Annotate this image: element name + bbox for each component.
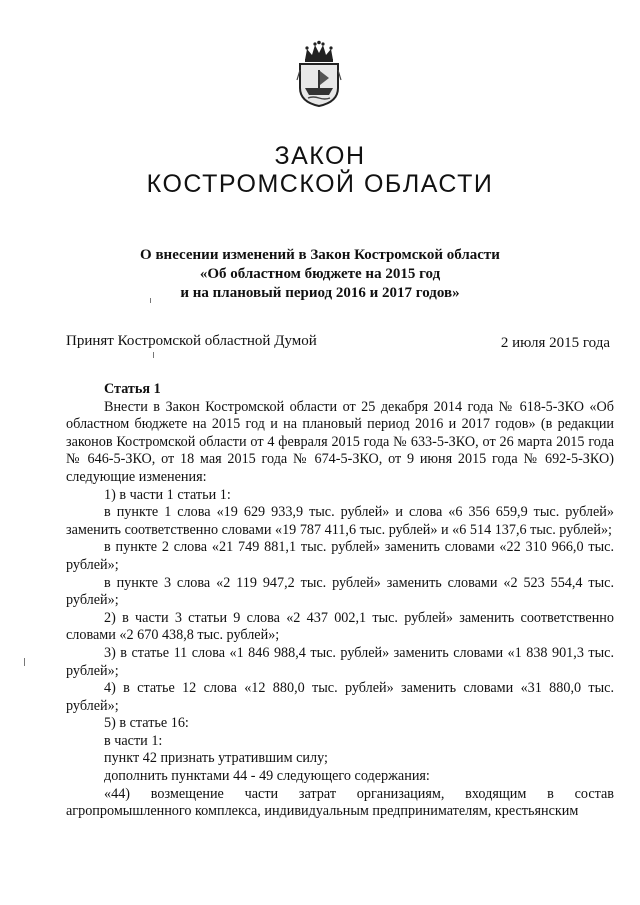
paragraph: 3) в статье 11 слова «1 846 988,4 тыс. рублей» заменить словами «1 838 901,3 тыс. рублей»; xyxy=(66,644,614,679)
article-heading: Статья 1 xyxy=(104,381,161,397)
paragraph: в пункте 2 слова «21 749 881,1 тыс. рублей» заменить словами «22 310 966,0 тыс. рублей»; xyxy=(66,539,614,573)
paragraph: в пункте 3 слова «2 119 947,2 тыс. рублей» заменить словами «2 523 554,4 тыс. рублей»; xyxy=(66,574,614,609)
paragraph: в части 1: xyxy=(104,732,163,749)
scan-mark xyxy=(150,298,151,303)
coat-of-arms-icon xyxy=(296,40,342,108)
subtitle-line3: и на плановый период 2016 и 2017 годов» xyxy=(180,285,460,301)
paragraph: 5) в статье 16: xyxy=(104,715,189,732)
paragraph: 2) в части 3 статьи 9 слова «2 437 002,1 тыс. рублей» заменить соответственно словами «2 670 438,8 тыс. рублей»; xyxy=(66,609,614,644)
law-title-line2: КОСТРОМСКОЙ ОБЛАСТИ xyxy=(146,170,494,198)
paragraph: Внести в Закон Костромской области от 25 декабря 2014 года № 618-5-ЗКО «Об областном бюджете на 2015 год и на плановый период 2016 и 2017 годов» (в редакции законов Костромской области от 4 февраля 2015 года № 633-5-ЗКО, от 26 марта 2015 года № 646-5-ЗКО, от 18 мая 2015 года № 674-5-ЗКО, от 9 июня 2015 года № 692-5-ЗКО) следующие изменения: xyxy=(66,398,614,485)
paragraph: 4) в статье 12 слова «12 880,0 тыс. рублей» заменить словами «31 880,0 тыс. рублей»; xyxy=(66,680,614,714)
scan-mark xyxy=(153,352,154,358)
paragraph: 1) в части 1 статьи 1: xyxy=(104,486,231,503)
paragraph: дополнить пунктами 44 - 49 следующего содержания: xyxy=(104,768,430,785)
subtitle-line1: О внесении изменений в Закон Костромской области xyxy=(140,247,500,263)
paragraph: в пункте 1 слова «19 629 933,9 тыс. рублей» и слова «6 356 659,9 тыс. рублей» заменить соответственно словами «19 787 411,6 тыс. рублей» и «6 514 137,6 тыс. рублей»; xyxy=(66,504,614,538)
paragraph: пункт 42 признать утратившим силу; xyxy=(104,750,328,767)
adoption-date: 2 июля 2015 года xyxy=(500,335,610,351)
adopted-by: Принят Костромской областной Думой xyxy=(66,333,317,349)
scan-mark xyxy=(24,658,25,666)
law-title xyxy=(0,142,640,198)
law-subtitle xyxy=(0,246,640,303)
law-title-line1: ЗАКОН xyxy=(274,142,366,170)
article-body xyxy=(66,381,614,821)
subtitle-line2: «Об областном бюджете на 2015 год xyxy=(199,266,441,282)
paragraph: «44) возмещение части затрат организациям, входящим в состав агропромышленного комплекса, индивидуальным предпринимателям, крестьянским xyxy=(66,785,614,820)
